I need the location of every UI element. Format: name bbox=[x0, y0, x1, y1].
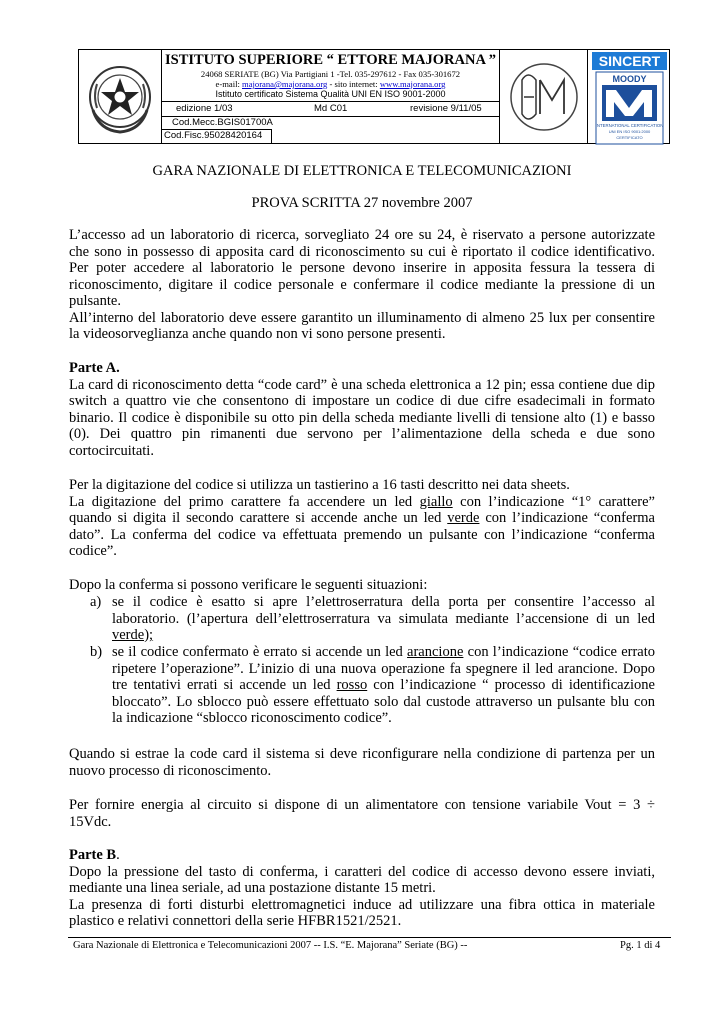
footer-text: Gara Nazionale di Elettronica e Telecomunicazioni 2007 -- I.S. “E. Majorana” Seriate (BG) -- bbox=[73, 940, 468, 951]
text-line: 15Vdc. bbox=[69, 813, 112, 830]
majorana-logo-cell bbox=[500, 50, 588, 143]
keypad-paragraph bbox=[69, 477, 655, 560]
text-line: La card di riconoscimento detta “code card” è una scheda elettronica a 12 pin; essa contiene due dip bbox=[69, 376, 655, 393]
text-line: cortocircuitati. bbox=[69, 442, 154, 459]
site-link[interactable]: www.majorana.org bbox=[379, 79, 446, 89]
list-label: a) bbox=[90, 594, 102, 610]
text-line: bloccato”. Lo sblocco può essere effettuato solo dal custode attraverso un pulsante blu con bbox=[112, 693, 655, 710]
page-title: GARA NAZIONALE DI ELETTRONICA E TELECOMUNICAZIONI bbox=[152, 163, 572, 179]
republic-emblem-icon bbox=[79, 50, 162, 145]
text-line: tre tentativi errati si accende un led rosso con l’indicazione “ processo di identificazione bbox=[112, 677, 655, 693]
led-giallo: giallo bbox=[419, 493, 453, 510]
text-line: Per la digitazione del codice si utilizza un tastierino a 16 tasti descritto nei data sheets. bbox=[69, 477, 570, 493]
section-heading: Parte A. bbox=[69, 360, 120, 376]
revision: revisione 9/11/05 bbox=[410, 103, 482, 114]
parte-a-section bbox=[69, 360, 655, 459]
model-code: Md C01 bbox=[314, 103, 348, 114]
iso-text: UNI EN ISO 9001:2000 bbox=[608, 129, 651, 134]
text-line: verde); bbox=[112, 627, 154, 643]
school-name: ISTITUTO SUPERIORE “ ETTORE MAJORANA ” bbox=[164, 52, 497, 68]
text-line: che sono in possesso di apposita card di riconoscimento su cui è riportato il codice identificativo. bbox=[69, 243, 655, 260]
text-line: (0). Dei quattro pin rimanenti due servono per l’alimentazione della scheda e due sono bbox=[69, 426, 655, 442]
text-line: Per poter accedere al laboratorio le persone devono inserire in apposita fessura la tessera di bbox=[69, 260, 655, 276]
text-line: La presenza di forti disturbi elettromagnetici induce ad utilizzare una fibra ottica in materiale bbox=[69, 896, 655, 913]
text-line: binario. Il codice è disponibile su otto pin della scheda mediante livelli di tensione alto (1) e basso bbox=[69, 409, 655, 426]
email-link[interactable]: majorana@majorana.org bbox=[242, 79, 328, 89]
text-line: plastico e relativi connettori della serie HFBR1521/2521. bbox=[69, 913, 402, 929]
text-line: se il codice confermato è errato si accende un led arancione con l’indicazione “codice errato bbox=[112, 644, 656, 660]
cert-text: INTERNATIONAL CERTIFICATION bbox=[595, 123, 664, 128]
text-line: quando si digita il secondo carattere si accende anche un led verde con l’indicazione “conferma bbox=[69, 510, 655, 526]
edition-line bbox=[162, 101, 499, 117]
certification-logo-cell bbox=[588, 50, 671, 143]
text-line: L’accesso ad un laboratorio di ricerca, sorvegliato 24 ore su 24, è riservato a persone autorizzate bbox=[69, 227, 655, 243]
moody-text: MOODY bbox=[612, 74, 647, 84]
list-label: b) bbox=[90, 644, 103, 660]
section-heading: Parte B. bbox=[69, 847, 120, 863]
page-subtitle: PROVA SCRITTA 27 novembre 2007 bbox=[251, 195, 473, 211]
situations-intro: Dopo la conferma si possono verificare le seguenti situazioni: bbox=[69, 577, 428, 593]
intro-paragraph bbox=[69, 227, 655, 343]
power-paragraph bbox=[69, 797, 655, 830]
school-info-cell bbox=[162, 50, 500, 143]
parte-b-section bbox=[69, 847, 655, 930]
certified-text: CERTIFICATO bbox=[616, 135, 643, 140]
text-line: codice”. bbox=[69, 543, 117, 559]
emblem-cell bbox=[79, 50, 162, 143]
text-line: switch a quattro vie che consentono di impostare un codice di due cifre esadecimali in formato bbox=[69, 393, 655, 409]
text-line: All’interno del laboratorio deve essere garantito un illuminamento di almeno 25 lux per consentire bbox=[69, 309, 655, 326]
sincert-text: SINCERT bbox=[598, 53, 661, 69]
text-line: nuovo processo di riconoscimento. bbox=[69, 762, 272, 779]
footer-divider bbox=[68, 937, 671, 938]
led-rosso: rosso bbox=[336, 677, 368, 693]
cod-fisc: Cod.Fisc.95028420164 bbox=[162, 129, 272, 144]
text-line: mediante una linea seriale, ad una postazione distante 15 metri. bbox=[69, 880, 436, 896]
school-address: 24068 SERIATE (BG) Via Partigiani 1 -Tel. 035-297612 - Fax 035-301672 bbox=[200, 69, 461, 79]
text-line: dato”. La conferma del codice va effettuata premendo un pulsante con l’indicazione “conferma bbox=[69, 526, 655, 543]
text-line: ripetere l’operazione”. L’inizio di una nuova operazione fa spegnere il led arancione. Dopo bbox=[112, 660, 655, 677]
majorana-logo-icon bbox=[500, 50, 588, 145]
text-line: riconoscimento, digitare il codice personale e confermare il codice mediante la pressione di un bbox=[69, 276, 655, 293]
text-line: se il codice è esatto si apre l’elettroserratura della porta per consentire l’accesso al bbox=[112, 594, 655, 610]
led-arancione: arancione bbox=[407, 644, 464, 660]
text-line: La digitazione del primo carattere fa accendere un led giallo con l’indicazione “1° carattere” bbox=[69, 493, 655, 510]
letterhead bbox=[78, 49, 670, 144]
cod-mecc: Cod.Mecc.BGIS01700A bbox=[172, 117, 273, 128]
led-verde: verde bbox=[447, 510, 480, 526]
sincert-moody-logo-icon bbox=[588, 50, 671, 145]
page-number: Pg. 1 di 4 bbox=[620, 940, 661, 951]
text-line: la indicazione “sblocco riconoscimento codice”. bbox=[112, 710, 392, 726]
text-line: Dopo la pressione del tasto di conferma, i caratteri del codice di accesso devono essere inviati, bbox=[69, 863, 655, 880]
contact-line bbox=[162, 79, 499, 89]
certification-line: Istituto certificato Sistema Qualità UNI EN ISO 9001-2000 bbox=[215, 89, 446, 99]
site-prefix: - sito internet: bbox=[327, 79, 380, 89]
text-line: Per fornire energia al circuito si dispone di un alimentatore con tensione variabile Vout = 3 ÷ bbox=[69, 797, 655, 813]
text-line: la videosorveglianza anche quando non vi sono persone presenti. bbox=[69, 326, 446, 342]
text-line: Quando si estrae la code card il sistema si deve riconfigurare nella condizione di partenza per un bbox=[69, 746, 655, 762]
reset-paragraph bbox=[69, 746, 655, 779]
email-prefix: e-mail: bbox=[215, 79, 243, 89]
text-line: laboratorio. (l’apertura dell’elettroserratura va simulata mediante l’accensione di un led bbox=[112, 610, 655, 627]
text-line: pulsante. bbox=[69, 293, 121, 309]
edition: edizione 1/03 bbox=[176, 103, 233, 114]
